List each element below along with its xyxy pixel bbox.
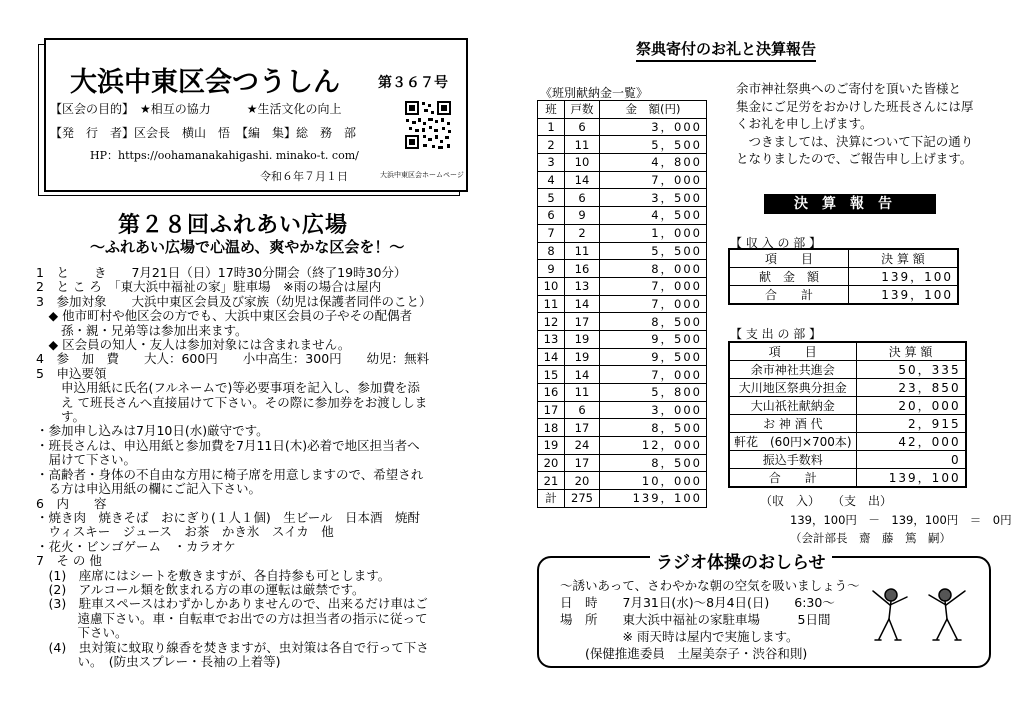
accountant-signature: （会計部長 齋 藤 篤 嗣） xyxy=(790,531,951,545)
group-number: 6 xyxy=(538,207,565,225)
table-row xyxy=(729,469,966,488)
donation-amount: 4，800 xyxy=(600,154,707,172)
income-item: 合 計 xyxy=(729,286,849,305)
column-header: 班 xyxy=(538,101,565,119)
donation-amount: 8，500 xyxy=(600,419,707,437)
event-line: 1 と き 7月21日（日）17時30分開会（終了19時30分） xyxy=(36,265,407,280)
group-number: 10 xyxy=(538,277,565,295)
table-row xyxy=(538,154,707,172)
group-number: 21 xyxy=(538,472,565,490)
income-caption: 【 収 入 の 部 】 xyxy=(730,236,822,250)
donation-amount: 7，000 xyxy=(600,277,707,295)
expense-table xyxy=(728,341,967,488)
total-amount: 139，100 xyxy=(600,490,707,508)
qr-caption: 大浜中東区会ホームページ xyxy=(380,171,464,179)
household-count: 16 xyxy=(565,260,600,278)
table-row xyxy=(729,433,966,451)
donation-amount: 3，500 xyxy=(600,189,707,207)
event-line: ・焼き肉 焼きそば おにぎり(１人１個) 生ビール 日本酒 焼酎 xyxy=(36,509,421,525)
event-line: 届けて下さい。 xyxy=(36,452,137,468)
donation-amount: 9，500 xyxy=(600,330,707,348)
expense-item: 余市神社共進会 xyxy=(729,361,856,379)
group-number: 15 xyxy=(538,366,565,384)
household-count: 19 xyxy=(565,348,600,366)
radio-line: ～誘いあって、さわやかな朝の空気を吸いましょう～ xyxy=(560,578,860,593)
household-count: 19 xyxy=(565,330,600,348)
household-count: 2 xyxy=(565,224,600,242)
event-line: ・高齢者・身体の不自由な方用に椅子席を用意しますので、希望され xyxy=(36,466,424,482)
expense-amount: 23，850 xyxy=(856,379,966,397)
qr-code-icon[interactable] xyxy=(404,100,452,150)
group-number: 20 xyxy=(538,454,565,472)
table-row xyxy=(729,397,966,415)
household-count: 10 xyxy=(565,154,600,172)
donation-amount: 8，500 xyxy=(600,313,707,331)
table-row xyxy=(538,454,707,472)
group-number: 5 xyxy=(538,189,565,207)
group-number: 14 xyxy=(538,348,565,366)
event-line: 申込用紙に氏名(フルネームで)等必要事項を記入し、参加費を添 xyxy=(36,380,420,396)
table-row xyxy=(538,277,707,295)
expense-amount: 20，000 xyxy=(856,397,966,415)
donation-amount: 5，500 xyxy=(600,242,707,260)
income-item: 献 金 額 xyxy=(729,268,849,286)
income-amount: 139，100 xyxy=(849,286,959,305)
table-row xyxy=(538,348,707,366)
donation-amount: 8，000 xyxy=(600,260,707,278)
expense-amount: 50，335 xyxy=(856,361,966,379)
event-line: ◆ 他市町村や他区会の方でも、大浜中東区会員の子やその配偶者 xyxy=(36,308,413,324)
expense-amount: 42，000 xyxy=(856,433,966,451)
household-count: 6 xyxy=(565,401,600,419)
purpose-line: 【区会の目的】 ★相互の協力 ★生活文化の向上 xyxy=(50,102,342,116)
household-count: 17 xyxy=(565,313,600,331)
group-number: 13 xyxy=(538,330,565,348)
household-count: 20 xyxy=(565,472,600,490)
homepage-url[interactable]: HP：https://oohamanakahigashi. minako-t. com/ xyxy=(90,149,359,162)
event-line: (4) 虫対策に蚊取り線香を焚きますが、虫対策は各自で行って下さ xyxy=(36,639,429,655)
event-line: 4 参 加 費 大人：600円 小中高生：300円 幼児：無料 xyxy=(36,351,430,367)
table-row xyxy=(538,384,707,402)
column-header: 金 額(円) xyxy=(600,101,707,119)
table-row xyxy=(538,366,707,384)
event-line: 孫・親・兄弟等は参加出来ます。 xyxy=(36,322,248,338)
donation-caption: 《班別献納金一覧》 xyxy=(540,86,649,100)
donation-amount: 9，500 xyxy=(600,348,707,366)
radio-notice-body xyxy=(560,577,860,662)
table-row xyxy=(538,171,707,189)
event-line: (1) 座席にはシートを敷きますが、各自持参も可とします。 xyxy=(36,567,391,583)
household-count: 11 xyxy=(565,136,600,154)
settlement-banner: 決算報告 xyxy=(764,194,936,214)
group-number: 3 xyxy=(538,154,565,172)
donation-amount: 12，000 xyxy=(600,437,707,455)
event-line: い。 (防虫スプレー・長袖の上着等) xyxy=(36,653,281,669)
event-line: 下さい。 xyxy=(36,625,128,641)
column-header: 項 目 xyxy=(729,249,849,268)
radio-line: 場 所 東大浜中福祉の家駐車場 5日間 xyxy=(560,612,831,627)
total-label: 計 xyxy=(538,490,565,508)
income-amount: 139，100 xyxy=(849,268,959,286)
table-row xyxy=(538,437,707,455)
group-number: 1 xyxy=(538,118,565,136)
household-count: 14 xyxy=(565,366,600,384)
event-line: ウィスキー ジュース お茶 かき氷 スイカ 他 xyxy=(36,524,334,540)
event-line: 遠慮下さい。車・自転車でお出での方は担当者の指示に従って xyxy=(36,610,428,626)
table-row xyxy=(538,472,707,490)
household-count: 6 xyxy=(565,189,600,207)
table-row xyxy=(729,268,958,286)
donation-amount: 5，500 xyxy=(600,136,707,154)
household-count: 6 xyxy=(565,118,600,136)
balance-labels: （収 入） （支 出） xyxy=(760,494,893,508)
newsletter-title: 大浜中東区会つうしん xyxy=(70,67,340,98)
event-line: え て班長さんへ直接届けて下さい。その際に参加券をお渡ししま xyxy=(36,394,428,410)
table-row xyxy=(538,313,707,331)
expense-amount: 139，100 xyxy=(856,469,966,488)
donation-amount: 5，800 xyxy=(600,384,707,402)
thanks-line: くお礼を申し上げます。 xyxy=(736,116,873,131)
table-row xyxy=(538,189,707,207)
expense-item: お 神 酒 代 xyxy=(729,415,856,433)
group-number: 16 xyxy=(538,384,565,402)
household-count: 11 xyxy=(565,242,600,260)
radio-line: ※ 雨天時は屋内で実施します。 xyxy=(560,629,799,644)
expense-item: 軒花 (60円×700本) xyxy=(729,433,856,451)
event-line: す。 xyxy=(36,409,86,425)
donation-amount: 7，000 xyxy=(600,295,707,313)
report-heading: 祭典寄付のお礼と決算報告 xyxy=(636,38,816,62)
event-line: る方は申込用紙の欄にご記入下さい。 xyxy=(36,481,262,497)
expense-item: 大川地区祭典分担金 xyxy=(729,379,856,397)
household-count: 9 xyxy=(565,207,600,225)
expense-caption: 【 支 出 の 部 】 xyxy=(730,327,822,341)
table-total-row xyxy=(538,490,707,508)
household-count: 11 xyxy=(565,384,600,402)
radio-notice-title: ラジオ体操のおしらせ xyxy=(650,548,832,573)
staff-line: 【発 行 者】区会長 横山 悟 【編 集】総 務 部 xyxy=(50,126,357,140)
event-line: 6 内 容 xyxy=(36,495,107,511)
issue-number: 第３６７号 xyxy=(378,75,448,91)
expense-amount: 2，915 xyxy=(856,415,966,433)
group-number: 12 xyxy=(538,313,565,331)
thanks-line: 集金にご足労をおかけした班長さんには厚 xyxy=(736,98,974,114)
thanks-line: となりましたので、ご報告申し上げます。 xyxy=(736,151,973,166)
household-count: 14 xyxy=(565,171,600,189)
income-table xyxy=(728,248,959,305)
household-count: 24 xyxy=(565,437,600,455)
donation-amount: 7，000 xyxy=(600,366,707,384)
donation-amount: 4，500 xyxy=(600,207,707,225)
table-header-row xyxy=(538,101,707,119)
column-header: 戸数 xyxy=(565,101,600,119)
balance-equation: 139，100円 － 139，100円 ＝ 0円 xyxy=(790,513,1012,527)
event-line: 7 そ の 他 xyxy=(36,553,102,569)
radio-line: (保健推進委員 土屋美奈子・渋谷和則) xyxy=(560,646,808,661)
donation-amount: 10，000 xyxy=(600,472,707,490)
group-number: 19 xyxy=(538,437,565,455)
thanks-line: 余市神社祭典へのご寄付を頂いた皆様と xyxy=(736,81,962,96)
table-row xyxy=(729,379,966,397)
table-row xyxy=(538,242,707,260)
table-row xyxy=(538,224,707,242)
donation-amount: 3，000 xyxy=(600,118,707,136)
event-line: (3) 駐車スペースはわずかしかありませんので、出来るだけ車はご xyxy=(36,596,428,612)
event-line: (2) アルコール類を飲まれる方の車の運転は厳禁です。 xyxy=(36,581,365,597)
expense-item: 合 計 xyxy=(729,469,856,488)
table-row xyxy=(538,330,707,348)
table-row xyxy=(538,401,707,419)
table-row xyxy=(538,260,707,278)
table-row xyxy=(729,361,966,379)
donation-table xyxy=(537,100,707,508)
event-line: 3 参加対象 大浜中東区会員及び家族（幼児は保護者同伴のこと） xyxy=(36,293,432,309)
group-number: 9 xyxy=(538,260,565,278)
group-number: 4 xyxy=(538,171,565,189)
donation-amount: 8，500 xyxy=(600,454,707,472)
group-number: 17 xyxy=(538,401,565,419)
expense-item: 振込手数料 xyxy=(729,451,856,469)
group-number: 7 xyxy=(538,224,565,242)
column-header: 項 目 xyxy=(729,342,856,361)
group-number: 2 xyxy=(538,136,565,154)
household-count: 17 xyxy=(565,454,600,472)
expense-amount: 0 xyxy=(856,451,966,469)
donation-amount: 1，000 xyxy=(600,224,707,242)
column-header: 決 算 額 xyxy=(856,342,966,361)
household-count: 17 xyxy=(565,419,600,437)
group-number: 8 xyxy=(538,242,565,260)
event-line: 2 と こ ろ 「東大浜中福祉の家」駐車場 ※雨の場合は屋内 xyxy=(36,279,382,295)
exercising-children-illustration xyxy=(865,585,977,645)
table-row xyxy=(729,286,958,305)
table-row xyxy=(538,118,707,136)
table-row xyxy=(538,419,707,437)
event-line: ・花火・ビンゴゲーム ・カラオケ xyxy=(36,538,236,554)
event-line: ◆ 区会員の知人・友人は参加対象には含まれません。 xyxy=(36,337,351,353)
household-count: 14 xyxy=(565,295,600,313)
table-row xyxy=(538,295,707,313)
event-title: 第２８回ふれあい広場 xyxy=(118,213,349,238)
event-subtitle: ～ふれあい広場で心温め、爽やかな区会を！～ xyxy=(90,238,405,256)
group-number: 18 xyxy=(538,419,565,437)
donation-amount: 7，000 xyxy=(600,171,707,189)
group-number: 11 xyxy=(538,295,565,313)
table-header-row xyxy=(729,249,958,268)
expense-item: 大山祇社献納金 xyxy=(729,397,856,415)
column-header: 決 算 額 xyxy=(849,249,959,268)
donation-amount: 3，000 xyxy=(600,401,707,419)
table-row xyxy=(538,207,707,225)
radio-line: 日 時 7月31日(水)～8月4日(日) 6:30～ xyxy=(560,595,835,610)
issue-date: 令和６年７月１日 xyxy=(260,170,348,183)
event-line: ・参加申し込みは7月10日(水)厳守です。 xyxy=(36,423,269,439)
table-row xyxy=(538,136,707,154)
thanks-message xyxy=(736,80,974,168)
table-header-row xyxy=(729,342,966,361)
event-details xyxy=(36,266,506,669)
household-count: 13 xyxy=(565,277,600,295)
thanks-line: つきましては、決算について下記の通り xyxy=(736,133,974,149)
table-row xyxy=(729,451,966,469)
table-row xyxy=(729,415,966,433)
total-households: 275 xyxy=(565,490,600,508)
event-line: 5 申込要領 xyxy=(36,365,107,381)
event-line: ・班長さんは、申込用紙と参加費を7月11日(木)必着で地区担当者へ xyxy=(36,437,420,453)
